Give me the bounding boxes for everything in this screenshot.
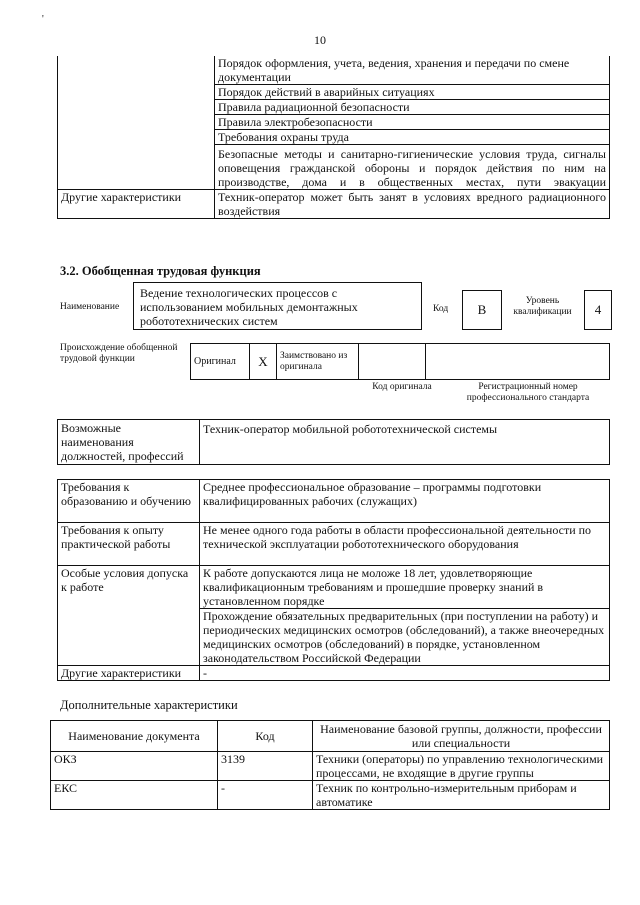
knowledge-row: Требования охраны труда <box>215 130 610 145</box>
header-cell: Наименование базовой группы, должности, профессии или специальности <box>313 721 610 752</box>
gtf-code: B <box>462 290 502 330</box>
req-label: Другие характеристики <box>58 666 200 681</box>
header-cell: Наименование документа <box>51 721 218 752</box>
req-value: К работе допускаются лица не моложе 18 лет, удовлетворяющие квалификационным требованиям и прошедшие проверку знаний в установленном порядке <box>200 566 609 609</box>
section-title: 3.2. Обобщенная трудовая функция <box>60 264 261 278</box>
doc-cell: ЕКС <box>51 781 218 810</box>
code-cell: 3139 <box>218 752 313 781</box>
reg-number-cell <box>426 344 610 380</box>
origin-label: Происхождение обобщенной трудовой функции <box>60 343 178 364</box>
margin-mark: ' <box>42 14 44 25</box>
req-value: Прохождение обязательных предварительных (при поступлении на работу) и периодических медицинских осмотров (обследований), а также внеочередных медицинских осмотров (обследований) в порядке, установленном законодательством Российской Федерации <box>203 609 605 665</box>
name-label: Наименование <box>60 302 120 312</box>
other-value: Техник-оператор может быть занят в условиях вредного радиационного воздействия <box>215 190 610 219</box>
code-original-cell <box>359 344 426 380</box>
knowledge-row: Правила радиационной безопасности <box>215 100 610 115</box>
requirements-table <box>57 479 610 681</box>
other-label: Другие характеристики <box>58 190 215 219</box>
original-mark: X <box>250 344 277 380</box>
knowledge-row: Правила электробезопасности <box>215 115 610 130</box>
reg-caption: Регистрационный номер профессионального стандарта <box>466 382 590 403</box>
req-value: Не менее одного года работы в области профессиональной деятельности по технической эксплуатации робототехнического оборудования <box>200 523 610 566</box>
table-row <box>51 752 610 781</box>
titles-label: Возможные наименования должностей, профессий <box>58 420 200 465</box>
level-label: Уровень квалификации <box>513 296 572 317</box>
req-label: Особые условия допуска к работе <box>58 566 200 666</box>
name-cell: Техник по контрольно-измерительным приборам и автоматике <box>313 781 610 810</box>
code-caption: Код оригинала <box>372 382 432 392</box>
name-cell: Техники (операторы) по управлению технологическими процессами, не входящие в другие группы <box>313 752 610 781</box>
original-label: Оригинал <box>191 344 250 380</box>
code-label: Код <box>433 304 449 314</box>
req-label: Требования к образованию и обучению <box>58 480 200 523</box>
knowledge-table <box>57 56 610 219</box>
gtf-level: 4 <box>584 290 612 330</box>
code-cell: - <box>218 781 313 810</box>
titles-value: Техник-оператор мобильной робототехнической системы <box>200 420 610 465</box>
additional-title: Дополнительные характеристики <box>60 698 238 712</box>
origin-table <box>190 343 610 380</box>
knowledge-row: Порядок действий в аварийных ситуациях <box>215 85 610 100</box>
table-row <box>51 781 610 810</box>
req-value-group <box>200 566 610 666</box>
header-cell: Код <box>218 721 313 752</box>
doc-cell: ОКЗ <box>51 752 218 781</box>
knowledge-row: Безопасные методы и санитарно-гигиенические условия труда, сигналы оповещения гражданской обороны и порядок действия по ним на производстве, дома и в общественных местах, пути эвакуации <box>215 145 610 190</box>
knowledge-row: Порядок оформления, учета, ведения, хранения и передачи по смене документации <box>215 56 610 85</box>
titles-table <box>57 419 610 465</box>
page-number: 10 <box>314 33 326 47</box>
additional-table <box>50 720 610 810</box>
empty-label-cell <box>58 56 215 190</box>
req-value: - <box>200 666 610 681</box>
borrowed-label: Заимствовано из оригинала <box>277 344 359 380</box>
gtf-name: Ведение технологических процессов с использованием мобильных демонтажных робототехнических систем <box>133 282 422 330</box>
req-value: Среднее профессиональное образование – программы подготовки квалифицированных рабочих (служащих) <box>200 480 610 523</box>
req-label: Требования к опыту практической работы <box>58 523 200 566</box>
